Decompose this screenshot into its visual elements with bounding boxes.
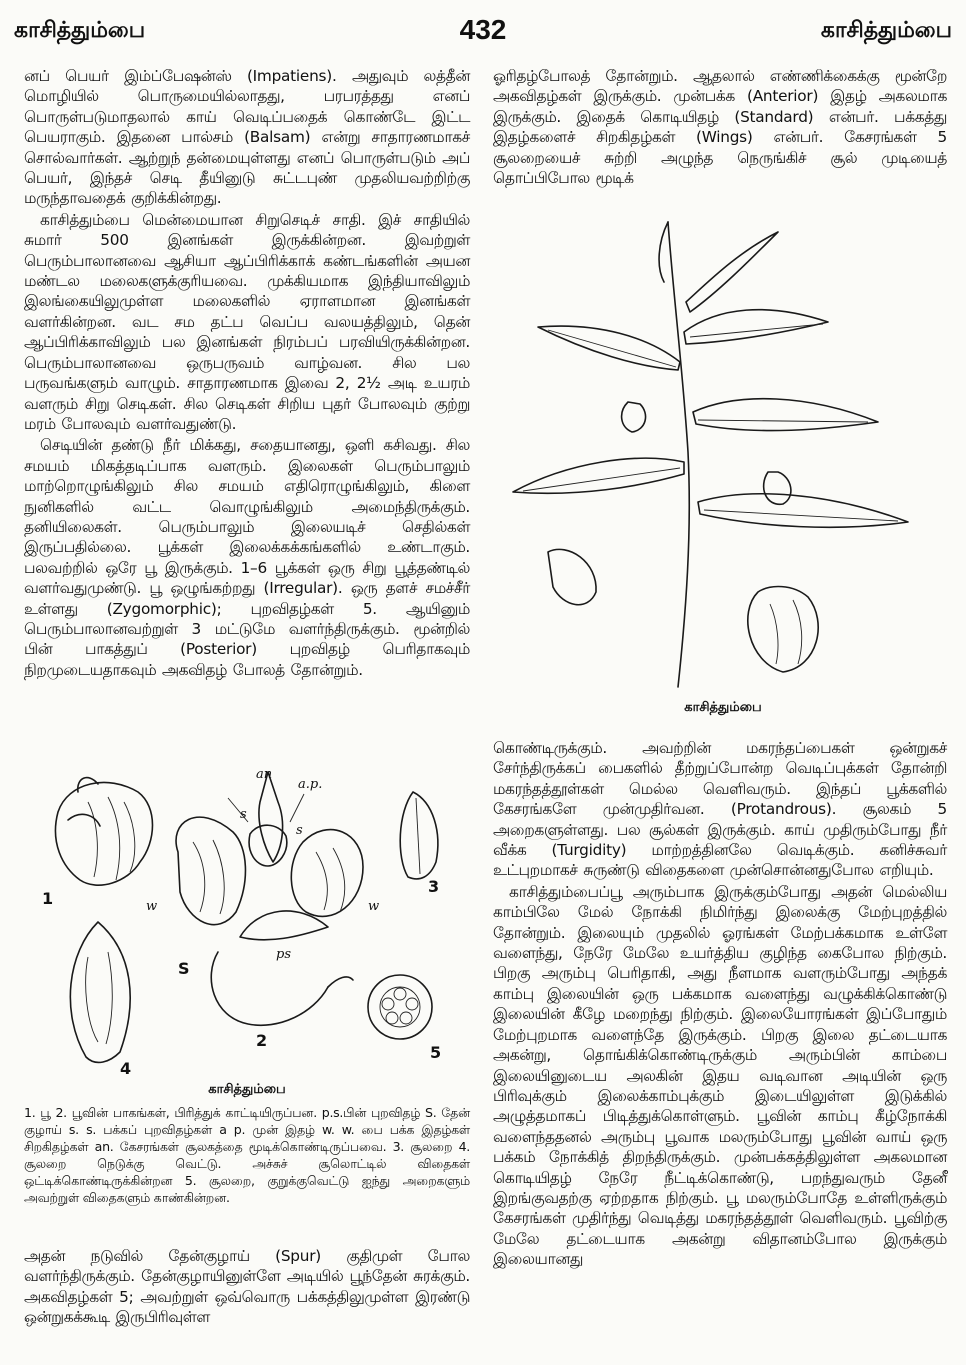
label-an: an — [256, 767, 273, 782]
label-S: S — [178, 959, 190, 978]
left-column — [24, 66, 470, 680]
ovary-cross-section-drawing — [368, 975, 441, 1062]
label-4: 4 — [120, 1059, 132, 1078]
ovary-drawing — [400, 792, 439, 896]
label-3: 3 — [428, 877, 440, 896]
paragraph: செடியின் தண்டு நீர் மிக்கது, சதையானது, ஒளி கசிவது. சில சமயம் மிகத்தடிப்பாக வளரும். இலைகள் பெரும்பாலும் மாற்றொழுங்கிலும் சில சமயம் எதிரொழுங்கிலும், கிளை நுனிகளில் வட்ட வொழுங்கிலும் அமைந்திருக்கும். தனியிலைகள். பெரும்பாலும் இலையடிச் செதில்கள் இருப்பதில்லை. பூக்கள் இலைக்கக்கங்களில் உண்டாகும். பலவற்றில் ஒரே பூ இருக்கும். 1–6 பூக்கள் ஒரு சிறு பூத்தண்டில் வளர்வதுமுண்டு. பூ ஒழுங்கற்றது (Irregular). ஒரு தளச் சமச்சீர் உள்ளது (Zygomorphic); புறவிதழ்கள் 5. ஆயினும் பெரும்பாலானவற்றுள் 3 மட்டுமே வளர்ந்திருக்கும். மூன்றில் பின் பாகத்துப் (Posterior) புறவிதழ் பெரிதாகவும் நிறமுடையதாகவும் அகவிதழ் போலத் தோன்றும். — [24, 436, 470, 679]
label-w-left: w — [146, 899, 158, 914]
right-column-bottom — [493, 738, 947, 1270]
plant-caption: காசித்தும்பை — [684, 700, 762, 715]
label-1: 1 — [42, 889, 54, 908]
label-ps: ps — [276, 947, 291, 962]
paragraph: கொண்டிருக்கும். அவற்றின் மகரந்தப்பைகள் ஒன்றுகச் சேர்ந்திருக்கப் பைகளில் தீற்றுப்போன்ற வெடிப்புக்கள் தோன்றி மகரந்தத்தூள்கள் மெல்ல வெளிவரும். இந்தப் பூக்களில் கேசரங்களே முன்முதிர்வன. (Protandrous). சூலகம் 5 அறைகளுள்ளது. பல சூல்கள் இருக்கும். காய் முதிரும்போது நீர் வீக்க (Turgidity) மாற்றத்தினலே வெடிக்கும். கனிச்சுவர் உட்புறமாகச் சுருண்டு விதைகளை முன்சொன்னதுபோல எறியும். — [493, 739, 947, 880]
dissected-flower-drawing — [146, 767, 379, 1050]
page-number: 432 — [459, 14, 507, 45]
flower-parts-figure — [28, 762, 464, 1082]
paragraph: ஓரிதழ்போலத் தோன்றும். ஆதலால் எண்ணிக்கைக்கு மூன்றே அகவிதழ்கள் இருக்கும். முன்பக்க (Anterior) இதழ் அகலமாக இருக்கும். இதைக் கொடியிதழ் (Standard) என்பர். பக்கத்து இதழ்களைச் சிறகிதழ்கள் (Wings) என்பர். கேசரங்கள் 5 சூலறையைச் சுற்றி அழுந்த நெருங்கிச் சூல் முடியைத் தொப்பிபோல மூடிக் — [493, 67, 947, 188]
ovary-section-drawing — [70, 922, 131, 1078]
label-ap: a.p. — [298, 777, 323, 792]
label-5: 5 — [430, 1043, 442, 1062]
flower-parts-drawing — [28, 762, 464, 1082]
label-2: 2 — [256, 1031, 268, 1050]
plant-illustration — [508, 212, 938, 692]
flower-drawing — [42, 778, 153, 908]
paragraph: காசித்தும்பை மென்மையான சிறுசெடிச் சாதி. இச் சாதியில் சுமார் 500 இனங்கள் இருக்கின்றன. இவற்றுள் பெரும்பாலானவை ஆசியா ஆப்பிரிக்காக் கண்டங்களின் அயன மண்டல மலைகளுக்குரியவை. முக்கியமாக இந்தியாவிலும் இலங்கையிலுமுள்ள மலைகளில் ஏராளமான இனங்கள் வளர்கின்றன. வட சம தட்ப வெப்ப வலயத்திலும், தென் ஆப்பிரிக்காவிலும் பல இனங்கள் நிரம்பப் பரவியிருக்கின்றன. பெரும்பாலானவை ஒருபருவம் வாழ்வன. சில பல பருவங்களும் வாழும். சாதாரணமாக இவை 2, 2½ அடி உயரம் வளரும் சிறு செடிகள். சில செடிகள் சிறிய புதர் போலவும் குற்று மரம் போலவும் வளர்வதுண்டு. — [24, 210, 470, 433]
running-title-left: காசித்தும்பை — [14, 18, 146, 43]
figure-caption: காசித்தும்பை — [208, 1082, 286, 1097]
balsam-plant-drawing — [508, 212, 938, 692]
paragraph: னப் பெயர் இம்ப்பேஷன்ஸ் (Impatiens). அதுவும் லத்தீன் மொழியில் பொருமையில்லாதது, பரபரத்தது எனப் பொருள்படுமாதலால் காய் வெடிப்பதைக் கொண்டே இட்ட பெயராகும். இதனை பால்சம் (Balsam) என்று சாதாரணமாகச் சொல்வார்கள். ஆற்றுந் தன்மையுள்ளது எனப் பொருள்படும் அப் பெயர், இந்தச் செடி தீயினுடு சுட்டபுண் முதலியவற்றிற்கு மருந்தாவதைக் குறிக்கின்றது. — [24, 67, 470, 208]
figure-legend: 1. பூ 2. பூவின் பாகங்கள், பிரித்துக் காட்டியிருப்பன. p.s.பின் புறவிதழ் S. தேன் குழாய் s. s. பக்கப் புறவிதழ்கள் a p. முன் இதழ் w. w. பை பக்க இதழ்கள் சிறகிதழ்கள் an. கேசரங்கள் சூலகத்தை மூடிக்கொண்டிருப்பவை. 3. சூலறை 4. சூலறை நெடுக்கு வெட்டு. அச்சுச் சூலொட்டில் விதைகள் ஒட்டிக்கொண்டிருக்கின்றன 5. சூலறை, குறுக்குவெட்டு ஐந்து அறைகளும் அவற்றுள் விதைகளும் காண்கின்றன. — [24, 1105, 470, 1205]
label-w-right: w — [368, 899, 380, 914]
left-column-bottom — [24, 1246, 470, 1328]
right-column-top — [493, 66, 947, 188]
label-s-left: s — [240, 807, 247, 822]
paragraph: அதன் நடுவில் தேன்குழாய் (Spur) குதிமுள் போல வளர்ந்திருக்கும். தேன்குழாயினுள்ளே அடியில் பூந்தேன் சுரக்கும். அகவிதழ்கள் 5; அவற்றுள் ஒவ்வொரு பக்கத்திலுமுள்ள இரண்டு ஒன்றுகக்கூடி இருபிரிவுள்ள — [24, 1247, 470, 1327]
running-title-right: காசித்தும்பை — [820, 18, 952, 43]
page-header — [0, 14, 966, 54]
paragraph: காசித்தும்பைப்பூ அரும்பாக இருக்கும்போது அதன் மெல்லிய காம்பிலே மேல் நோக்கி நிமிர்ந்து இலைக்கு மேற்புறத்தில் தோன்றும். இலையும் முதலில் ஓரங்கள் மேற்பக்கமாக உள்ளே வளைந்து, நேரே மேலே உயர்த்திய குழிந்த கைபோல நிற்கும். பிறகு அரும்பு பெரிதாகி, அது நீளமாக வளரும்போது அந்தக் காம்பு இலையின் ஒரு பக்கமாக வளைந்து வழுக்கிக்கொண்டு இலையின் கீழே மறைந்து நிற்கும். இலையோரங்கள் இப்போதும் மேற்புறமாக வளைந்தே இருக்கும். பிறகு இலை தட்டையாக அகன்று, தொங்கிக்கொண்டிருக்கும் அரும்பின் காம்பை இலையினுடைய அலகின் இதய வடிவான அடியின் ஒரு பிரிவுக்கும் இலைக்காம்புக்கும் இடையிலுள்ள இடுக்கில் அழுத்தமாகப் பிடித்துக்கொள்ளும். பூவின் காம்பு கீழ்நோக்கி வளைந்ததனல் அரும்பு பூவாக மலரும்போது பூவின் வாய் ஒரு பக்கம் நோக்கித் திறந்திருக்கும். முன்பக்கத்திலுள்ள அகலமான கொடியிதழ் நேரே நீட்டிக்கொண்டு, பறந்துவரும் தேனீ இறங்குவதற்கு ஏற்றதாக நிற்கும். பூ மலரும்போதே உள்ளிருக்கும் கேசரங்கள் முதிர்ந்து வெடித்து மகரந்தத்தூள் வெளிவரும். பூவிற்கு மேலே தட்டையாக அகன்று விதானம்போல இருக்கும் இலையானது — [493, 882, 947, 1269]
label-s-right: s — [296, 823, 303, 838]
